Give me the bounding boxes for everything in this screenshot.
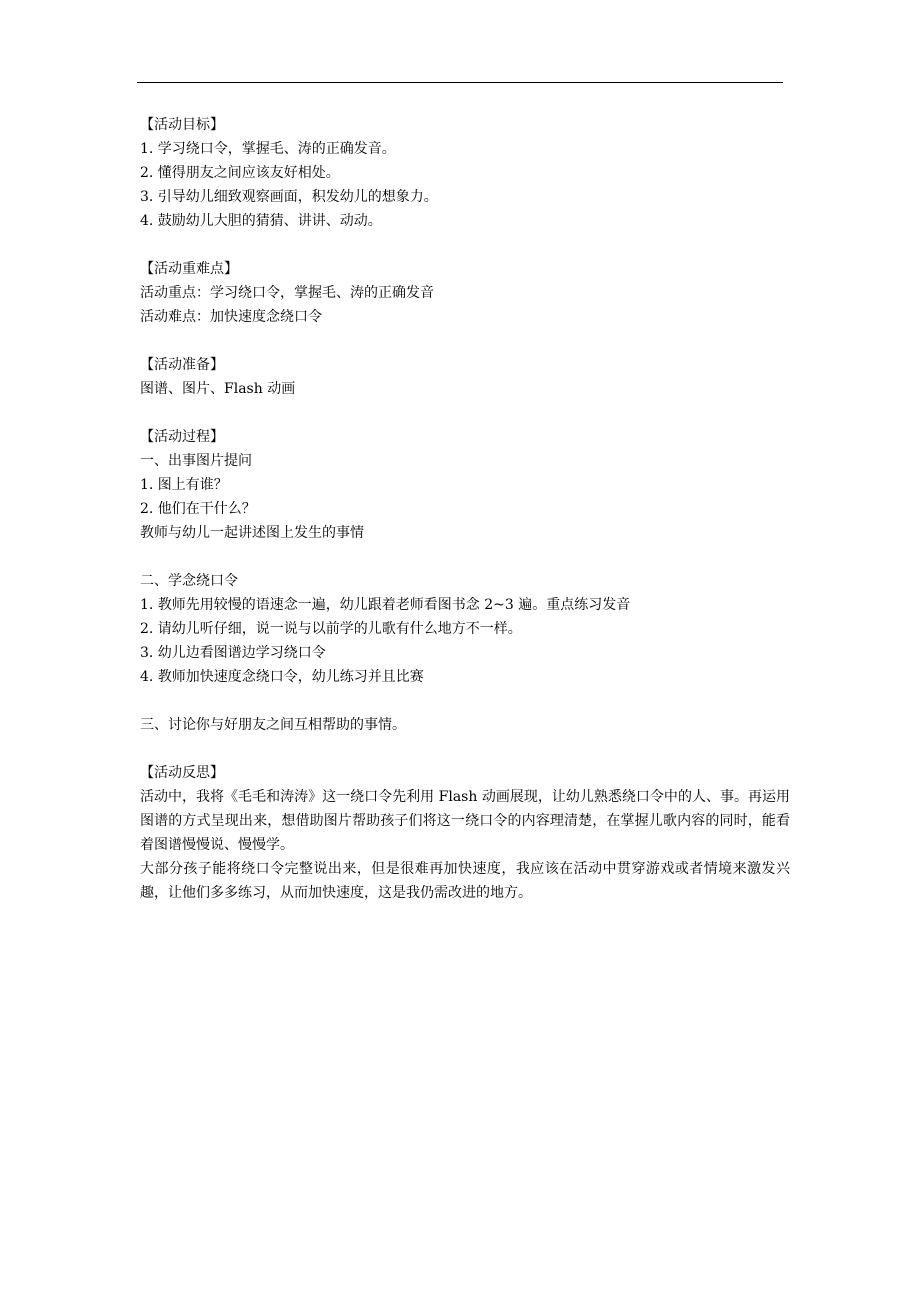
process-part-title: 一、出事图片提问 — [140, 453, 252, 469]
goal-item: 2. 懂得朋友之间应该友好相处。 — [140, 165, 340, 181]
keypoint-item: 活动难点：加快速度念绕口令 — [140, 309, 322, 325]
process-item: 3. 幼儿边看图谱边学习绕口令 — [140, 645, 326, 661]
process-item: 2. 请幼儿听仔细，说一说与以前学的儿歌有什么地方不一样。 — [140, 621, 522, 637]
process-note: 教师与幼儿一起讲述图上发生的事情 — [140, 525, 364, 541]
process-item: 2. 他们在干什么？ — [140, 501, 256, 517]
section-heading-process: 【活动过程】 — [140, 429, 224, 445]
process-item: 4. 教师加快速度念绕口令，幼儿练习并且比赛 — [140, 669, 424, 685]
section-heading-goals: 【活动目标】 — [140, 117, 224, 133]
keypoint-item: 活动重点：学习绕口令，掌握毛、涛的正确发音 — [140, 285, 434, 301]
preparation-text: 图谱、图片、Flash 动画 — [140, 381, 296, 397]
spacer — [140, 233, 790, 257]
process-part-title: 三、讨论你与好朋友之间互相帮助的事情。 — [140, 717, 406, 733]
section-heading-keypoints: 【活动重难点】 — [140, 261, 238, 277]
process-part-title: 二、学念绕口令 — [140, 573, 238, 589]
spacer — [140, 689, 790, 713]
process-item: 1. 教师先用较慢的语速念一遍，幼儿跟着老师看图书念 2~3 遍。重点练习发音 — [140, 597, 631, 613]
section-heading-preparation: 【活动准备】 — [140, 357, 224, 373]
goal-item: 1. 学习绕口令，掌握毛、涛的正确发音。 — [140, 141, 396, 157]
process-item: 1. 图上有谁？ — [140, 477, 228, 493]
document-body — [140, 113, 790, 905]
spacer — [140, 545, 790, 569]
spacer — [140, 737, 790, 761]
spacer — [140, 401, 790, 425]
goal-item: 4. 鼓励幼儿大胆的猜猜、讲讲、动动。 — [140, 213, 382, 229]
header-rule — [137, 82, 783, 83]
spacer — [140, 329, 790, 353]
goal-item: 3. 引导幼儿细致观察画面，积发幼儿的想象力。 — [140, 189, 438, 205]
reflection-paragraph: 大部分孩子能将绕口令完整说出来，但是很难再加快速度，我应该在活动中贯穿游戏或者情境来激发兴趣，让他们多多练习，从而加快速度，这是我仍需改进的地方。 — [140, 861, 790, 901]
reflection-paragraph: 活动中，我将《毛毛和涛涛》这一绕口令先利用 Flash 动画展现，让幼儿熟悉绕口令中的人、事。再运用图谱的方式呈现出来，想借助图片帮助孩子们将这一绕口令的内容理清楚，在掌握儿歌内容的同时，能看着图谱慢慢说、慢慢学。 — [140, 789, 790, 853]
section-heading-reflection: 【活动反思】 — [140, 765, 224, 781]
